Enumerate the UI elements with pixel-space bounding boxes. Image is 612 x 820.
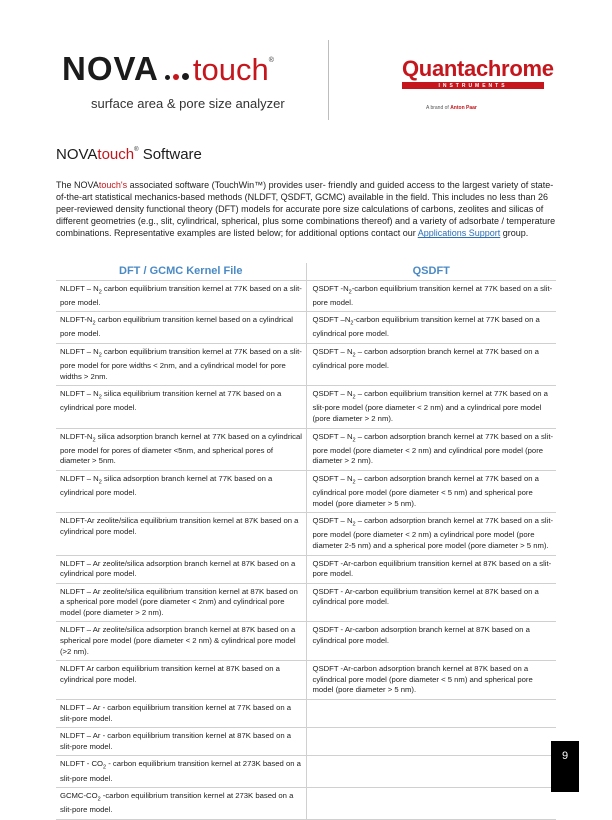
qsdft-kernel-cell: QSDFT -Ar-carbon adsorption branch kernel at 87K based on a cylindrical pore model (pore diameter < 5 nm) and spherical pore model (pore diameter > 5 nm).	[306, 661, 556, 700]
qsdft-kernel-cell: QSDFT – $N_2$ – carbon equilibrium transition kernel at 77K based on a slit-pore model (pore diameter < 2 nm) and a cylindrical pore model (pore diameter > 2 nm).	[306, 386, 556, 428]
dft-kernel-cell: NLDFT – Ar - carbon equilibrium transition kernel at 77K based on a slit-pore model.	[56, 700, 306, 728]
table-row	[56, 513, 556, 555]
qsdft-kernel-cell	[306, 756, 556, 788]
qsdft-kernel-cell: QSDFT -Ar-carbon equilibrium transition kernel at 87K based on a slit-pore model.	[306, 555, 556, 583]
nova-touch-logo	[62, 50, 274, 87]
title-reg-mark: ®	[134, 147, 139, 153]
intro-paragraph	[56, 179, 556, 239]
title-prefix: NOVA	[56, 146, 98, 163]
title-red: touch	[97, 146, 135, 163]
dft-kernel-cell: NLDFT – $N_2$ silica adsorption branch kernel at 77K based on a cylindrical pore model.	[56, 470, 306, 512]
qsdft-kernel-cell: QSDFT - Ar-carbon adsorption branch kernel at 87K based on a cylindrical pore model.	[306, 622, 556, 661]
dft-kernel-cell: NLDFT-$N_2$ silica adsorption branch kernel at 77K based on a cylindrical pore model for pores of diameter <5nm, and spherical pores of diameter > 5nm.	[56, 428, 306, 470]
qsdft-kernel-cell: QSDFT $-N_2$-carbon equilibrium transition kernel at 77K based on a cylindrical pore model.	[306, 312, 556, 344]
table-row	[56, 428, 556, 470]
table-header-row	[56, 263, 556, 280]
dft-kernel-cell: NLDFT – Ar zeolite/silica adsorption branch kernel at 87K based on a cylindrical pore model.	[56, 555, 306, 583]
dft-kernel-cell: NLDFT – $N_2$ carbon equilibrium transition kernel at 77K based on a slit-pore model for pore widths < 2nm, and a cylindrical model for pore widths > 2nm.	[56, 343, 306, 385]
table-row	[56, 622, 556, 661]
column-header-qsdft: QSDFT	[306, 263, 556, 280]
dft-kernel-cell: NLDFT – Ar zeolite/silica equilibrium transition kernel at 87K based on a spherical pore model (pore diameter < 2nm) and cylindrical pore model (pore diameter > 2 nm).	[56, 583, 306, 622]
instruments-bar	[402, 82, 544, 89]
dft-kernel-cell: NLDFT - $CO_2$ - carbon equilibrium transition kernel at 273K based on a slit-pore model.	[56, 756, 306, 788]
intro-text-3: group.	[500, 228, 529, 239]
dft-kernel-cell: GCMC-$CO_2$ -carbon equilibrium transition kernel at 273K based on a slit-pore model.	[56, 788, 306, 820]
dft-kernel-cell: NLDFT-Ar zeolite/silica equilibrium transition kernel at 87K based on a cylindrical pore model.	[56, 513, 306, 555]
brand-name: Anton Paar	[450, 105, 477, 111]
table-row	[56, 661, 556, 700]
quantachrome-wordmark: Quantachrome	[402, 56, 554, 81]
table-row	[56, 583, 556, 622]
qsdft-kernel-cell: QSDFT – $N_2$ – carbon adsorption branch kernel at 77K based on a cylindrical pore model.	[306, 343, 556, 385]
table-row	[56, 756, 556, 788]
nova-logo-touch: touch	[192, 52, 269, 87]
intro-text-1: The NOVA	[56, 180, 99, 190]
qsdft-kernel-cell	[306, 700, 556, 728]
section-title	[56, 146, 202, 163]
logo-dots-icon	[165, 73, 189, 80]
brand-line	[426, 105, 477, 111]
kernel-table	[56, 263, 556, 820]
table-row	[56, 312, 556, 344]
table-row	[56, 555, 556, 583]
quantachrome-logo	[402, 56, 554, 89]
brand-prefix: A brand of	[426, 105, 451, 111]
qsdft-kernel-cell	[306, 788, 556, 820]
dft-kernel-cell: NLDFT-$N_2$ carbon equilibrium transition kernel based on a cylindrical pore model.	[56, 312, 306, 344]
registered-mark: ®	[268, 57, 274, 64]
dft-kernel-cell: NLDFT – Ar zeolite/silica adsorption branch kernel at 87K based on a spherical pore model (pore diameter < 2 nm) & cylindrical pore model (>2 nm).	[56, 622, 306, 661]
qsdft-kernel-cell: QSDFT - Ar-carbon equilibrium transition kernel at 87K based on a cylindrical pore model.	[306, 583, 556, 622]
qsdft-kernel-cell: QSDFT $-N_2$-carbon equilibrium transition kernel at 77K based on a slit-pore model.	[306, 280, 556, 312]
page-header	[0, 0, 612, 130]
table-row	[56, 343, 556, 385]
table-row	[56, 280, 556, 312]
nova-logo-word: NOVA	[62, 50, 159, 87]
dft-kernel-cell: NLDFT Ar carbon equilibrium transition kernel at 87K based on a cylindrical pore model.	[56, 661, 306, 700]
qsdft-kernel-cell: QSDFT – $N_2$ – carbon adsorption branch kernel at 77K based on a cylindrical pore model (pore diameter < 5 nm) and spherical pore model (pore diameter > 5 nm).	[306, 470, 556, 512]
dft-kernel-cell: NLDFT – $N_2$ carbon equilibrium transition kernel at 77K based on a slit-pore model.	[56, 280, 306, 312]
qsdft-kernel-cell: QSDFT – $N_2$ – carbon adsorption branch kernel at 77K based on a slit-pore model (pore diameter < 2 nm) and cylindrical pore model (pore diameter > 2 nm).	[306, 428, 556, 470]
table-row	[56, 700, 556, 728]
qsdft-kernel-cell: QSDFT – $N_2$ – carbon adsorption branch kernel at 77K based on a slit-pore model (pore diameter < 2 nm) a cylindrical pore model (pore diameter 2-5 nm) and a spherical pore model (pore diameter > 5 nm).	[306, 513, 556, 555]
title-suffix: Software	[138, 146, 202, 163]
intro-text-red: touch's	[98, 180, 128, 190]
applications-support-link[interactable]: Applications Support	[417, 228, 501, 239]
header-divider	[328, 40, 329, 120]
table-body	[56, 280, 556, 819]
dft-kernel-cell: NLDFT – Ar - carbon equilibrium transition kernel at 87K based on a slit-pore model.	[56, 728, 306, 756]
product-tagline: surface area & pore size analyzer	[91, 96, 285, 111]
column-header-dft: DFT / GCMC Kernel File	[56, 263, 306, 280]
instruments-label: INSTRUMENTS	[438, 82, 508, 89]
table-row	[56, 470, 556, 512]
intro-text-2: associated software (TouchWin™) provides user- friendly and guided access to the largest variety of state-of-the-art statistical mechanics-based methods (NLDFT, QSDFT, GCMC) available in the field. This includes no less than 26 peer-reviewed density functional theory (DFT) models for accurate pore size calculations of carbons, zeolites and silicas of different geometries (e.g., slit, cylindrical, spherical, plus some combinations thereof) and a variety of adsorbate / temperature combinations. Representative examples are listed below; for additional options contact our	[56, 180, 556, 239]
table-row	[56, 788, 556, 820]
dft-kernel-cell: NLDFT – $N_2$ silica equilibrium transition kernel at 77K based on a cylindrical pore model.	[56, 386, 306, 428]
table-row	[56, 728, 556, 756]
table-row	[56, 386, 556, 428]
qsdft-kernel-cell	[306, 728, 556, 756]
page-number: 9	[551, 741, 579, 792]
